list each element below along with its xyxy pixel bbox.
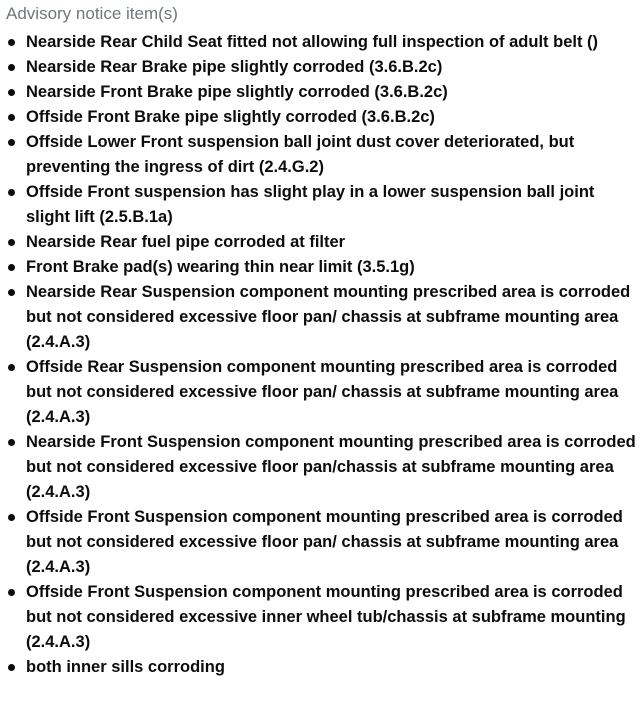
advisory-heading: Advisory notice item(s) [6,4,178,23]
advisory-item: Nearside Rear Brake pipe slightly corroded (3.6.B.2c) [6,55,637,80]
advisory-item: Offside Rear Suspension component mounting prescribed area is corroded but not considered excessive floor pan/ chassis at subframe mounting area (2.4.A.3) [6,355,637,430]
advisory-item: Offside Front suspension has slight play in a lower suspension ball joint slight lift (2.5.B.1a) [6,180,637,230]
advisory-item: Nearside Front Brake pipe slightly corroded (3.6.B.2c) [6,80,637,105]
advisory-item: Front Brake pad(s) wearing thin near limit (3.5.1g) [6,255,637,280]
advisory-item: Nearside Rear Suspension component mounting prescribed area is corroded but not considered excessive floor pan/ chassis at subframe mounting area (2.4.A.3) [6,280,637,355]
advisory-item: Offside Front Brake pipe slightly corroded (3.6.B.2c) [6,105,637,130]
advisory-item: Nearside Front Suspension component mounting prescribed area is corroded but not considered excessive floor pan/chassis at subframe mounting area (2.4.A.3) [6,430,637,505]
advisory-item: Offside Lower Front suspension ball joint dust cover deteriorated, but preventing the ingress of dirt (2.4.G.2) [6,130,637,180]
advisory-item: Offside Front Suspension component mounting prescribed area is corroded but not considered excessive floor pan/ chassis at subframe mounting area (2.4.A.3) [6,505,637,580]
advisory-item: Offside Front Suspension component mounting prescribed area is corroded but not considered excessive inner wheel tub/chassis at subframe mounting (2.4.A.3) [6,580,637,655]
advisory-item: Nearside Rear fuel pipe corroded at filter [6,230,637,255]
advisory-item: Nearside Rear Child Seat fitted not allowing full inspection of adult belt () [6,30,637,55]
advisory-item: both inner sills corroding [6,655,637,680]
advisory-list [6,30,637,680]
